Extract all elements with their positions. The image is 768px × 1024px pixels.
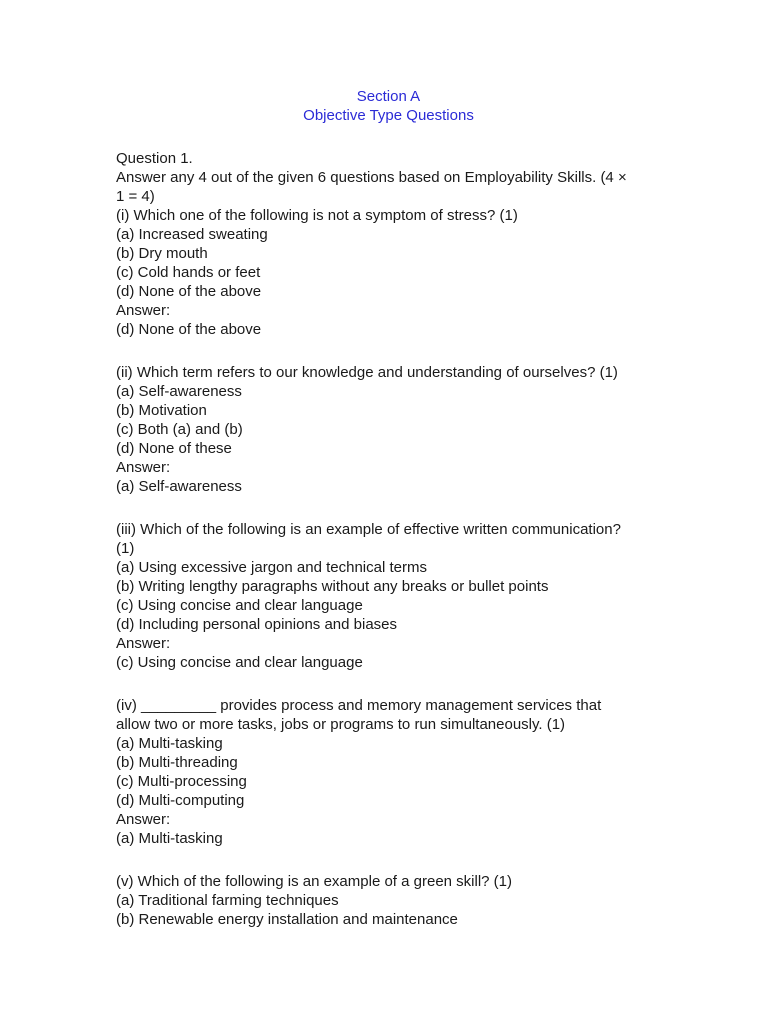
question-text: (ii) Which term refers to our knowledge and understanding of ourselves? (1) (116, 364, 618, 381)
question-block-ii (116, 363, 661, 496)
option-a: (a) Traditional farming techniques (116, 892, 339, 909)
option-a: (a) Self-awareness (116, 383, 242, 400)
option-d: (d) Multi-computing (116, 792, 245, 809)
answer-label: Answer: (116, 635, 171, 652)
option-d: (d) None of the above (116, 283, 262, 300)
answer-label: Answer: (116, 459, 171, 476)
section-header (116, 87, 661, 125)
answer-label: Answer: (116, 302, 171, 319)
section-title: Section A (356, 88, 421, 105)
option-a: (a) Using excessive jargon and technical terms (116, 559, 427, 576)
option-b: (b) Renewable energy installation and maintenance (116, 911, 458, 928)
instruction-line-1: Answer any 4 out of the given 6 questions based on Employability Skills. (4 × (116, 169, 627, 186)
question-text-cont: (1) (116, 540, 135, 557)
question-block-iv (116, 696, 661, 848)
answer-text: (d) None of the above (116, 321, 262, 338)
question-label: Question 1. (116, 150, 193, 167)
instruction-line-2: 1 = 4) (116, 188, 155, 205)
option-a: (a) Increased sweating (116, 226, 268, 243)
question-block-iii (116, 520, 661, 672)
question-text-cont: allow two or more tasks, jobs or programs to run simultaneously. (1) (116, 716, 566, 733)
question-text: (iii) Which of the following is an example of effective written communication? (116, 521, 621, 538)
option-c: (c) Cold hands or feet (116, 264, 261, 281)
answer-label: Answer: (116, 811, 171, 828)
document-page (116, 87, 661, 953)
option-b: (b) Motivation (116, 402, 207, 419)
question-block-v (116, 872, 661, 929)
question-text: (v) Which of the following is an example of a green skill? (1) (116, 873, 513, 890)
answer-text: (a) Self-awareness (116, 478, 242, 495)
answer-text: (c) Using concise and clear language (116, 654, 363, 671)
question-text: (iv) _________ provides process and memory management services that (116, 697, 602, 714)
option-b: (b) Multi-threading (116, 754, 238, 771)
option-b: (b) Writing lengthy paragraphs without any breaks or bullet points (116, 578, 549, 595)
option-c: (c) Multi-processing (116, 773, 247, 790)
option-c: (c) Using concise and clear language (116, 597, 363, 614)
section-subtitle: Objective Type Questions (303, 107, 474, 124)
option-b: (b) Dry mouth (116, 245, 208, 262)
question-block-i (116, 149, 661, 339)
option-d: (d) Including personal opinions and biases (116, 616, 398, 633)
option-d: (d) None of these (116, 440, 232, 457)
question-text: (i) Which one of the following is not a symptom of stress? (1) (116, 207, 518, 224)
answer-text: (a) Multi-tasking (116, 830, 223, 847)
option-a: (a) Multi-tasking (116, 735, 223, 752)
option-c: (c) Both (a) and (b) (116, 421, 243, 438)
